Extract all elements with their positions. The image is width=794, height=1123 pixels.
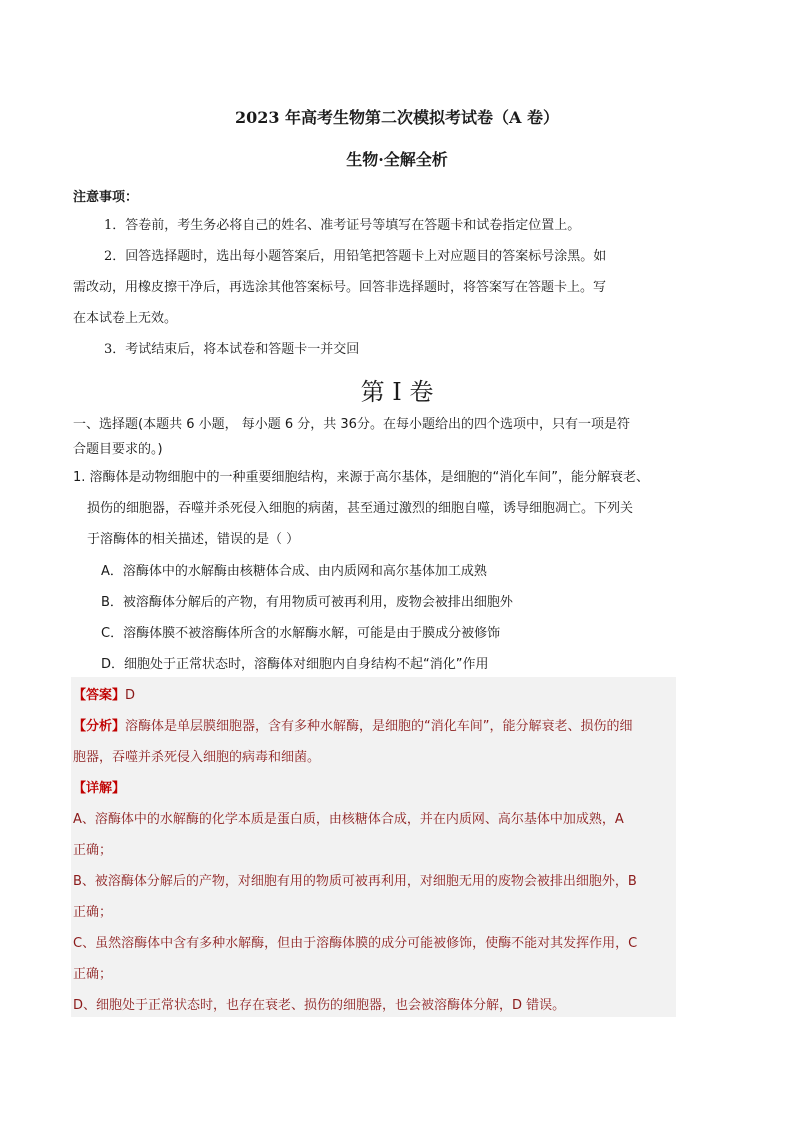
detail-b-line-2: 正确；: [73, 905, 113, 920]
detail-c-line-2: 正确；: [73, 967, 113, 982]
question-stem-line-1: 1. 溶酶体是动物细胞中的一种重要细胞结构，来源于高尔基体，是细胞的“消化车间”，能分解衰老、: [73, 470, 650, 485]
option-c: C．溶酶体膜不被溶酶体所含的水解酶水解，可能是由于膜成分被修饰: [101, 626, 501, 641]
volume-heading: 第 I 卷: [360, 378, 434, 406]
notice-item-2-line-1: 2．回答选择题时，选出每小题答案后，用铅笔把答题卡上对应题目的答案标号涂黑。如: [104, 249, 607, 264]
answer-tag: 【答案】: [73, 688, 126, 703]
analysis-line-1: [73, 715, 633, 734]
notice-item-2-line-2: 需改动，用橡皮擦干净后，再选涂其他答案标号。回答非选择题时，将答案写在答题卡上。写: [73, 280, 607, 295]
analysis-tag: 【分析】: [73, 719, 126, 734]
section-instructions-line-2: 合题目要求的。): [73, 442, 163, 457]
page-title: 2023 年高考生物第二次模拟考试卷（A 卷）: [234, 108, 560, 127]
notice-item-1: 1．答卷前，考生务必将自己的姓名、准考证号等填写在答题卡和试卷指定位置上。: [104, 218, 581, 233]
detail-a-line-2: 正确；: [73, 843, 113, 858]
analysis-line-2: 胞器，吞噬并杀死侵入细胞的病毒和细菌。: [73, 750, 321, 765]
notice-item-3: 3．考试结束后，将本试卷和答题卡一并交回: [104, 342, 360, 357]
answer-value: D: [125, 688, 136, 703]
question-stem-line-2: 损伤的细胞器，吞噬并杀死侵入细胞的病菌，甚至通过激烈的细胞自噬，诱导细胞凋亡。下列关: [87, 501, 634, 516]
option-b: B．被溶酶体分解后的产物，有用物质可被再利用，废物会被排出细胞外: [101, 595, 513, 610]
section-instructions-line-1: 一、选择题(本题共 6 小题， 每小题 6 分，共 36分。在每小题给出的四个选项中，只有一项是符: [73, 417, 630, 432]
detail-tag: 【详解】: [73, 781, 126, 796]
analysis-text-1: 溶酶体是单层膜细胞器，含有多种水解酶，是细胞的“消化车间”，能分解衰老、损伤的细: [125, 719, 633, 734]
answer-line: [73, 684, 135, 703]
detail-a-line-1: A、溶酶体中的水解酶的化学本质是蛋白质，由核糖体合成，并在内质网、高尔基体中加成熟，A: [73, 812, 624, 827]
notice-heading: 注意事项：: [73, 190, 139, 205]
option-a: A．溶酶体中的水解酶由核糖体合成、由内质网和高尔基体加工成熟: [101, 564, 487, 579]
detail-d-line-1: D、细胞处于正常状态时，也存在衰老、损伤的细胞器，也会被溶酶体分解，D 错误。: [73, 998, 566, 1013]
detail-heading: [73, 777, 125, 796]
question-stem-line-3: 于溶酶体的相关描述，错误的是（ ）: [87, 532, 300, 547]
page-subtitle: 生物·全解全析: [346, 150, 448, 169]
option-d: D．细胞处于正常状态时，溶酶体对细胞内自身结构不起“消化”作用: [101, 657, 489, 672]
notice-item-2-line-3: 在本试卷上无效。: [73, 311, 178, 326]
detail-b-line-1: B、被溶酶体分解后的产物，对细胞有用的物质可被再利用，对细胞无用的废物会被排出细胞外，B: [73, 874, 637, 889]
detail-c-line-1: C、虽然溶酶体中含有多种水解酶，但由于溶酶体膜的成分可能被修饰，使酶不能对其发挥作用，C: [73, 936, 638, 951]
